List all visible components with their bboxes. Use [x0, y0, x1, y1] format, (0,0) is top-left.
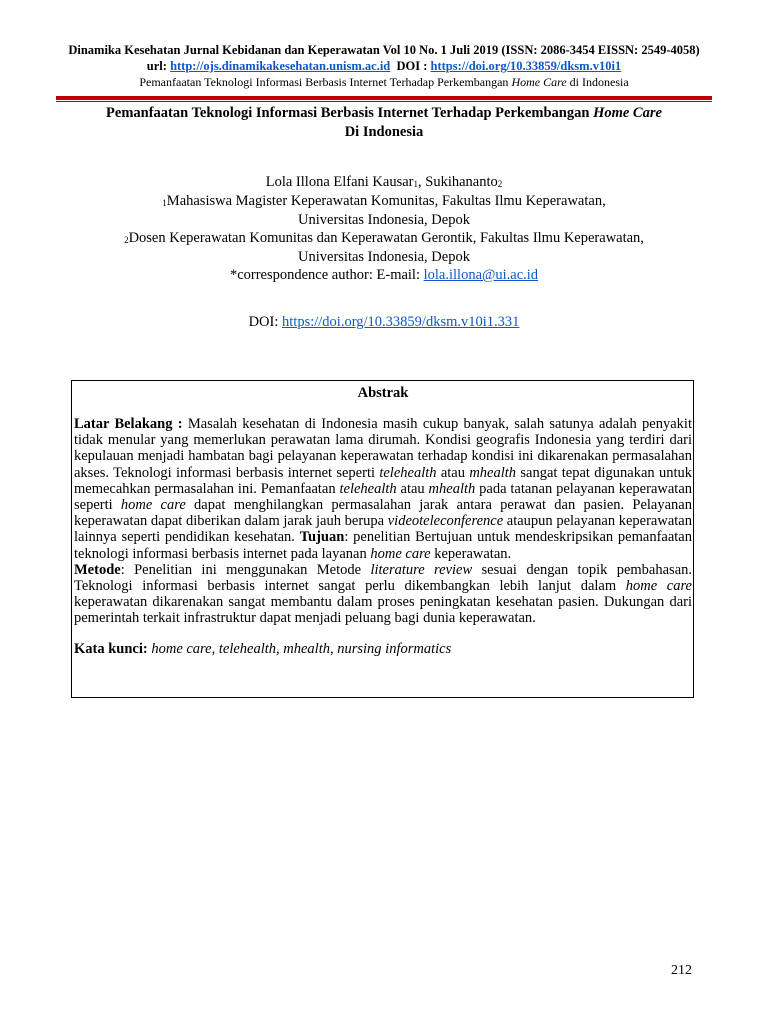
header-divider [56, 96, 712, 100]
email-link[interactable]: lola.illona@ui.ac.id [423, 267, 539, 283]
abstract-method: Metode: Penelitian ini menggunakan Metode literature review sesuai dengan topik pembahasan. Teknologi informasi berbasis internet sangat perlu dikembangkan lebih lanjut dalam home care keperawatan dikarenakan sangat membantu dalam proses peningkatan kesehatan pasien. Dukungan dari pemerintah terkait infrastruktur dapat menjadi peluang bagi dunia keperawatan. [74, 561, 693, 627]
journal-doi-link[interactable]: https://doi.org/10.33859/dksm.v10i1 [430, 59, 622, 73]
abstract-body [74, 416, 692, 627]
correspondence: *correspondence author: E-mail: lola.illona@ui.ac.id [229, 267, 539, 283]
abstract-box [71, 380, 694, 698]
affiliation-1-location: Universitas Indonesia, Depok [298, 212, 470, 228]
running-title: Pemanfaatan Teknologi Informasi Berbasis Internet Terhadap Perkembangan Home Care di Indonesia [139, 75, 629, 89]
journal-url-line [0, 58, 768, 74]
journal-header [0, 42, 768, 90]
abstract-keywords: Kata kunci: home care, telehealth, mhealth, nursing informatics [74, 640, 452, 657]
author-block [60, 173, 708, 284]
doi-label: DOI : [396, 59, 428, 73]
url-label: url: [146, 59, 167, 73]
journal-url-link[interactable]: http://ojs.dinamikakesehatan.unism.ac.id [170, 59, 391, 73]
journal-title: Dinamika Kesehatan Jurnal Kebidanan dan Keperawatan Vol 10 No. 1 Juli 2019 (ISSN: 2086-3454 EISSN: 2549-4058) [68, 43, 700, 57]
abstract-heading: Abstrak [357, 385, 409, 401]
article-doi: DOI: https://doi.org/10.33859/dksm.v10i1.331 [248, 314, 520, 330]
article-doi-link[interactable]: https://doi.org/10.33859/dksm.v10i1.331 [282, 314, 520, 330]
affiliation-2: $_2$Dosen Keperawatan Komunitas dan Keperawatan Gerontik, Fakultas Ilmu Keperawatan, [124, 230, 644, 246]
affiliation-1: $_1$Mahasiswa Magister Keperawatan Komunitas, Fakultas Ilmu Keperawatan, [162, 193, 606, 209]
page-number: 212 [671, 963, 692, 978]
header-divider-thin [56, 101, 712, 102]
article-title: Pemanfaatan Teknologi Informasi Berbasis Internet Terhadap Perkembangan Home Care Di Indonesia [106, 105, 662, 140]
author-list: Lola Illona Elfani Kausar$_1$, Sukihananto$_2$ [265, 174, 503, 190]
affiliation-2-location: Universitas Indonesia, Depok [298, 249, 470, 265]
abstract-background: Latar Belakang : Masalah kesehatan di Indonesia masih cukup banyak, salah satunya adalah penyakit tidak menular yang memerlukan perawatan lama dirumah. Kondisi geografis Indonesia yang terdiri dari kepulauan menjadi hambatan bagi pelayanan keperawatan terhadap kondisi ini dikarenakan permasalahan akses. Teknologi informasi berbasis internet seperti telehealth atau mhealth sangat tepat digunakan untuk memecahkan permasalahan ini. Pemanfaatan telehealth atau mhealth pada tatanan pelayanan keperawatan seperti home care dapat menghilangkan permasalahan jarak antara perawat dan pasien. Pelayanan keperawatan dapat diberikan dalam jarak jauh berupa videoteleconference ataupun pelayanan keperawatan lainnya seperti pendidikan kesehatan. Tujuan: penelitian Bertujuan untuk mendeskripsikan pemanfaatan teknologi informasi berbasis internet pada layanan home care keperawatan. [74, 416, 692, 562]
